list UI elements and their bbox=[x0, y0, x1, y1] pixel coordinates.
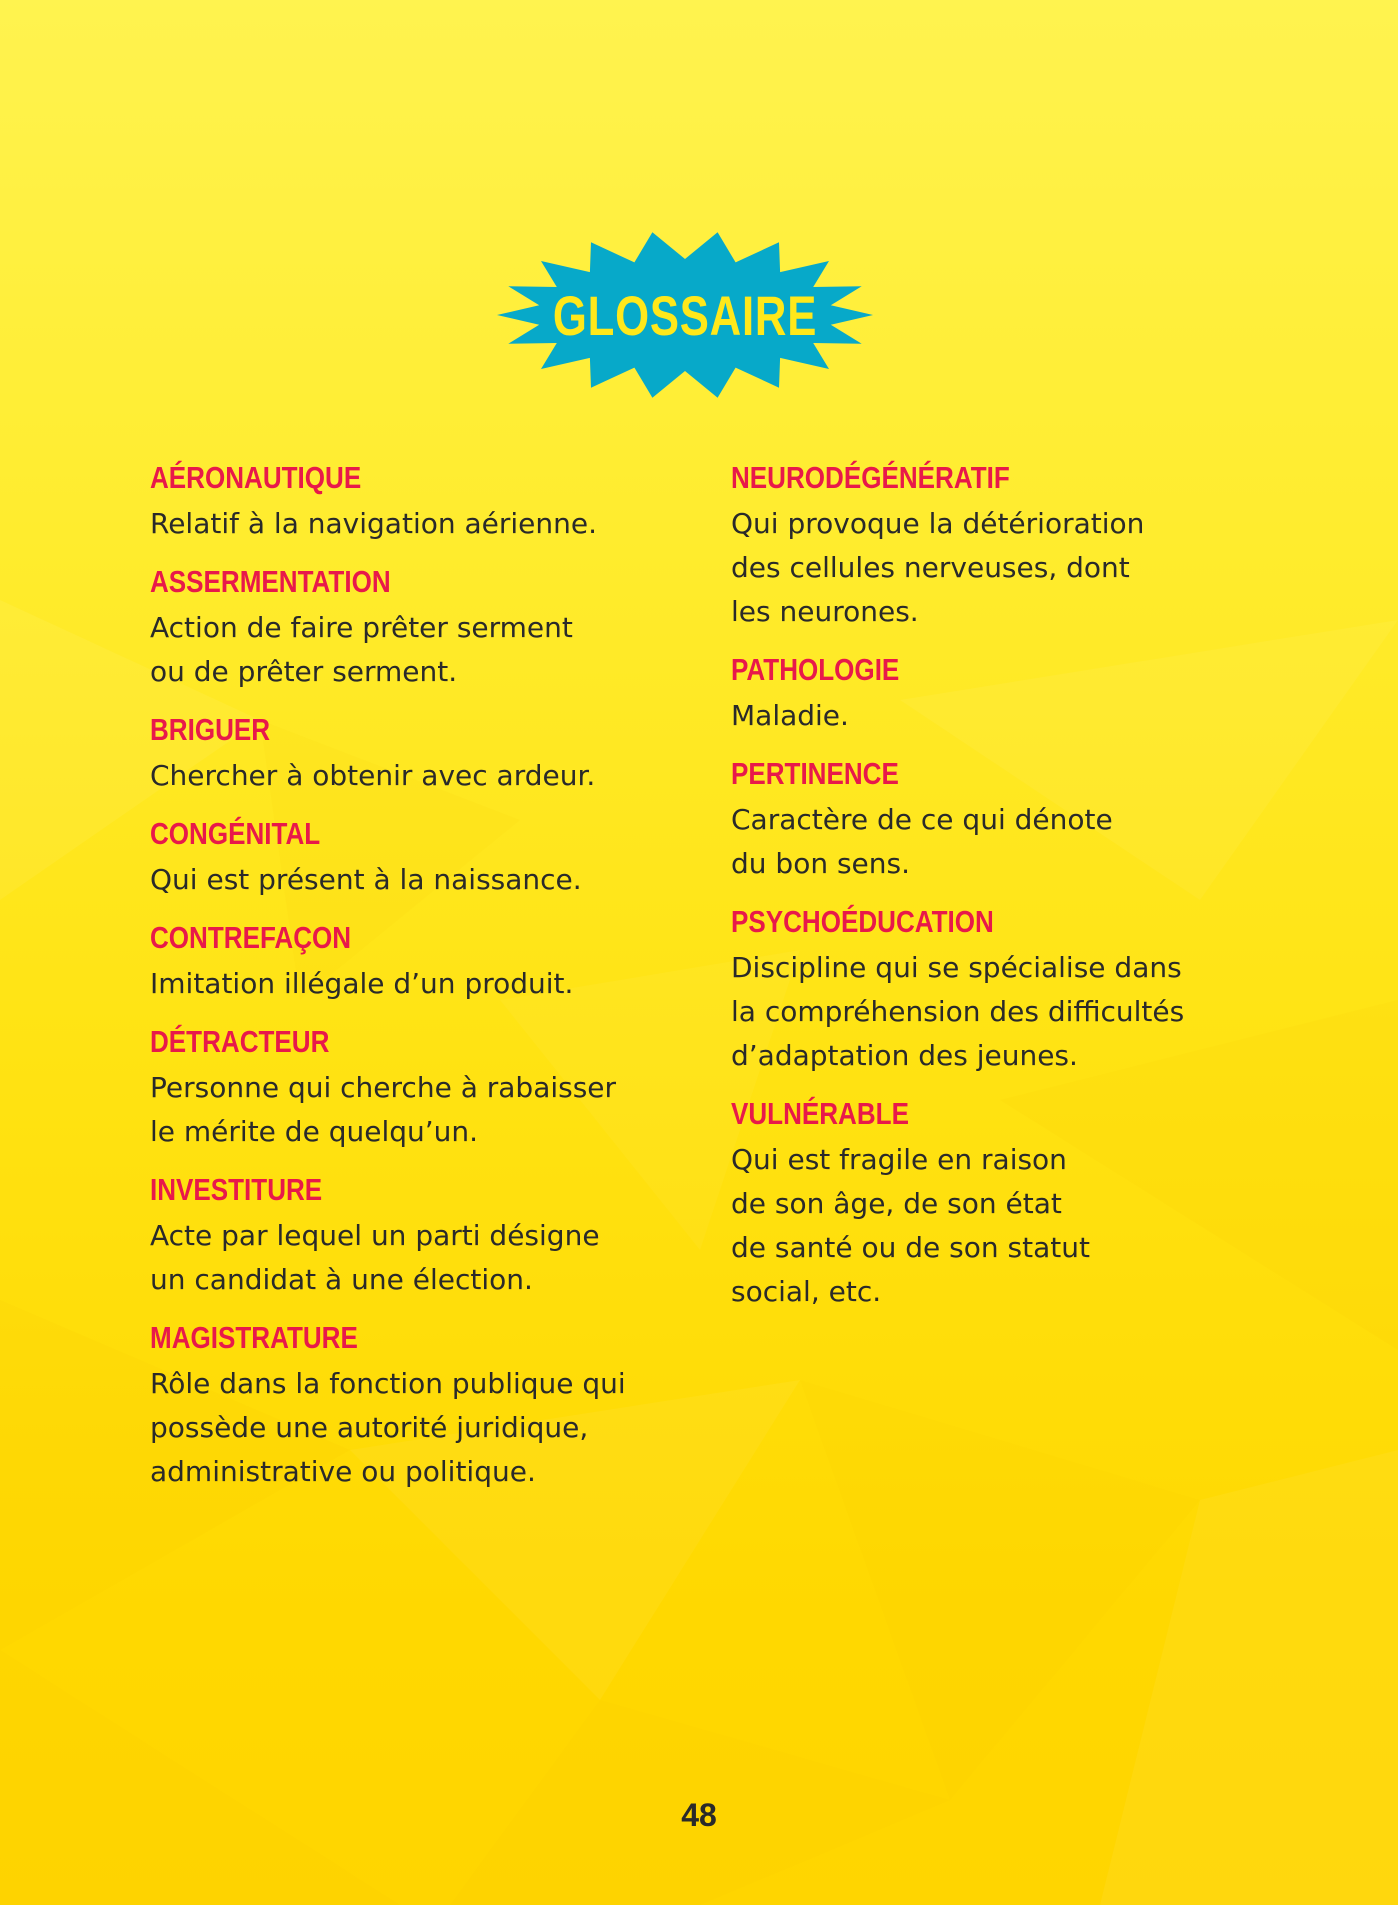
glossary-term: MAGISTRATURE bbox=[150, 1320, 358, 1355]
glossary-definition: Caractère de ce qui dénote du bon sens. bbox=[731, 803, 1113, 880]
glossary-term: CONTREFAÇON bbox=[150, 920, 352, 955]
glossary-definition: Action de faire prêter serment ou de prêter serment. bbox=[150, 611, 573, 688]
glossary-entry bbox=[150, 1020, 670, 1154]
glossary-entry bbox=[731, 752, 1251, 886]
glossary-term: ASSERMENTATION bbox=[150, 564, 391, 599]
glossary-term: PSYCHOÉDUCATION bbox=[731, 904, 994, 939]
glossary-definition: Maladie. bbox=[731, 699, 849, 732]
glossary-left-column bbox=[150, 456, 670, 1508]
glossary-definition: Qui provoque la détérioration des cellules nerveuses, dont les neurones. bbox=[731, 507, 1145, 628]
page-number: 48 bbox=[681, 1797, 717, 1833]
glossary-term: PATHOLOGIE bbox=[731, 652, 900, 687]
page-title: GLOSSAIRE bbox=[552, 283, 818, 347]
glossary-definition: Imitation illégale d’un produit. bbox=[150, 967, 574, 1000]
glossary-definition: Qui est présent à la naissance. bbox=[150, 863, 582, 896]
glossary-term: PERTINENCE bbox=[731, 756, 899, 791]
glossary-term: VULNÉRABLE bbox=[731, 1096, 909, 1131]
glossary-right-column bbox=[731, 456, 1251, 1328]
glossary-entry bbox=[731, 456, 1251, 634]
glossary-definition: Personne qui cherche à rabaisser le mérite de quelqu’un. bbox=[150, 1071, 617, 1148]
glossary-term: INVESTITURE bbox=[150, 1172, 323, 1207]
glossary-definition: Chercher à obtenir avec ardeur. bbox=[150, 759, 596, 792]
glossary-entry bbox=[150, 1316, 670, 1494]
glossary-entry bbox=[731, 1092, 1251, 1314]
glossary-definition: Discipline qui se spécialise dans la compréhension des difficultés d’adaptation des jeunes. bbox=[731, 951, 1185, 1072]
glossary-definition: Acte par lequel un parti désigne un candidat à une élection. bbox=[150, 1219, 600, 1296]
glossary-definition: Relatif à la navigation aérienne. bbox=[150, 507, 598, 540]
glossary-term: CONGÉNITAL bbox=[150, 816, 321, 851]
glossary-term: BRIGUER bbox=[150, 712, 271, 747]
glossary-term: NEURODÉGÉNÉRATIF bbox=[731, 460, 1010, 495]
glossary-entry bbox=[150, 708, 670, 798]
glossary-term: AÉRONAUTIQUE bbox=[150, 460, 362, 495]
glossary-entry bbox=[150, 1168, 670, 1302]
glossary-definition: Qui est fragile en raison de son âge, de son état de santé ou de son statut social, etc. bbox=[731, 1143, 1090, 1308]
glossary-entry bbox=[731, 900, 1251, 1078]
glossary-entry bbox=[150, 456, 670, 546]
glossary-entry bbox=[731, 648, 1251, 738]
glossary-entry bbox=[150, 916, 670, 1006]
glossary-term: DÉTRACTEUR bbox=[150, 1024, 330, 1059]
glossary-definition: Rôle dans la fonction publique qui possède une autorité juridique, administrative ou politique. bbox=[150, 1367, 626, 1488]
glossary-entry bbox=[150, 812, 670, 902]
glossary-entry bbox=[150, 560, 670, 694]
